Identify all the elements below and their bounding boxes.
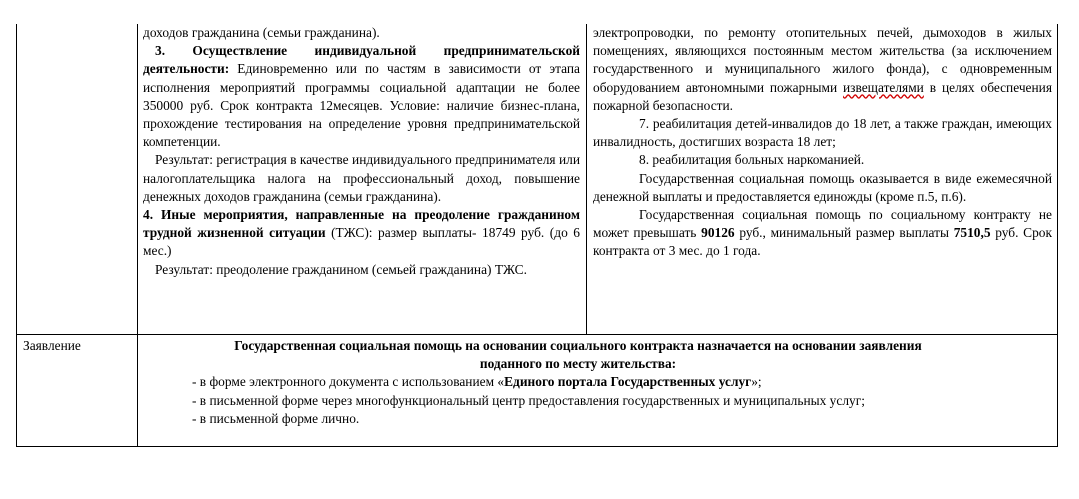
application-heading <box>143 337 1053 373</box>
document-table <box>16 24 1058 447</box>
payment-limits-paragraph <box>593 206 1052 261</box>
application-heading-text: Государственная социальная помощь на основании социального контракта назначается на основании заявления поданного по месту жительства: <box>234 338 922 372</box>
table-row-measures <box>16 24 1058 335</box>
measure-4-title: 4. Иные мероприятия, направленные на преодоление гражданином трудной жизненной ситуации <box>143 207 580 241</box>
option-text-end: »; <box>751 374 762 390</box>
spellcheck-word: извещателями <box>843 79 924 95</box>
row-label: Заявление <box>23 338 81 353</box>
limits-text: Государственная социальная помощь по социальному контракту не может превышать <box>593 207 1052 241</box>
application-option-personal: - в письменной форме лично. <box>192 410 360 426</box>
application-option-mfc: - в письменной форме через многофункциональный центр предоставления государственных и муниципальных услуг; <box>192 392 865 408</box>
column-divider <box>137 24 138 334</box>
measures-cell <box>143 24 580 279</box>
measure-4-result: Результат: преодоление гражданином (семьей гражданина) ТЖС. <box>155 261 527 277</box>
item-6-paragraph <box>593 24 1052 115</box>
measure-3-paragraph <box>143 42 580 151</box>
text-paragraph: доходов гражданина (семьи гражданина). <box>143 25 380 40</box>
conditions-cell <box>593 24 1052 261</box>
portal-name: Единого портала Государственных услуг <box>504 374 752 390</box>
item-6-text: электропроводки, по ремонту отопительных печей, дымоходов в жилых помещениях, являющихся постоянным местом жительства (за исключением государственного и муниципального жилого фонда), с одновременным оборудованием автономными пожарными <box>593 25 1052 95</box>
max-amount: 90126 <box>701 225 735 241</box>
limits-text-end: руб. Срок контракта от 3 мес. до 1 года. <box>593 225 1052 259</box>
option-text: - в форме электронного документа с использованием « <box>192 374 505 390</box>
min-amount: 7510,5 <box>953 225 991 241</box>
item-6-text-end: в целях обеспечения пожарной безопасности. <box>593 79 1052 113</box>
measure-4-text: (ТЖС): размер выплаты- 18749 руб. (до 6 мес.) <box>143 225 580 259</box>
measure-3-text: Единовременно или по частям в зависимости от этапа исполнения мероприятий программы социальной адаптации не более 350000 руб. Срок контракта 12месяцев. Условие: наличие бизнес-плана, прохождение тестирования на определение уровня предпринимательской компетенции. <box>143 61 580 150</box>
column-divider <box>586 24 587 334</box>
measure-4-paragraph <box>143 206 580 261</box>
column-divider <box>137 335 138 446</box>
item-7-paragraph: 7. реабилитация детей-инвалидов до 18 лет, а также граждан, имеющих инвалидность, достигших возраста 18 лет; <box>593 116 1052 150</box>
payment-form-paragraph: Государственная социальная помощь оказывается в виде ежемесячной денежной выплаты и предоставляется единожды (кроме п.5, п.6). <box>593 170 1052 204</box>
measure-3-title: 3. Осуществление индивидуальной предпринимательской деятельности: <box>143 43 580 77</box>
application-cell <box>143 337 1053 428</box>
limits-text-mid: руб., минимальный размер выплаты <box>734 225 954 241</box>
table-row-application <box>16 335 1058 447</box>
measure-3-result: Результат: регистрация в качестве индивидуального предпринимателя или налогоплательщика налога на профессиональный доход, повышение денежных доходов гражданина (семьи гражданина). <box>143 152 580 204</box>
application-option-portal <box>143 373 1053 391</box>
item-8-paragraph: 8. реабилитация больных наркоманией. <box>639 152 865 168</box>
